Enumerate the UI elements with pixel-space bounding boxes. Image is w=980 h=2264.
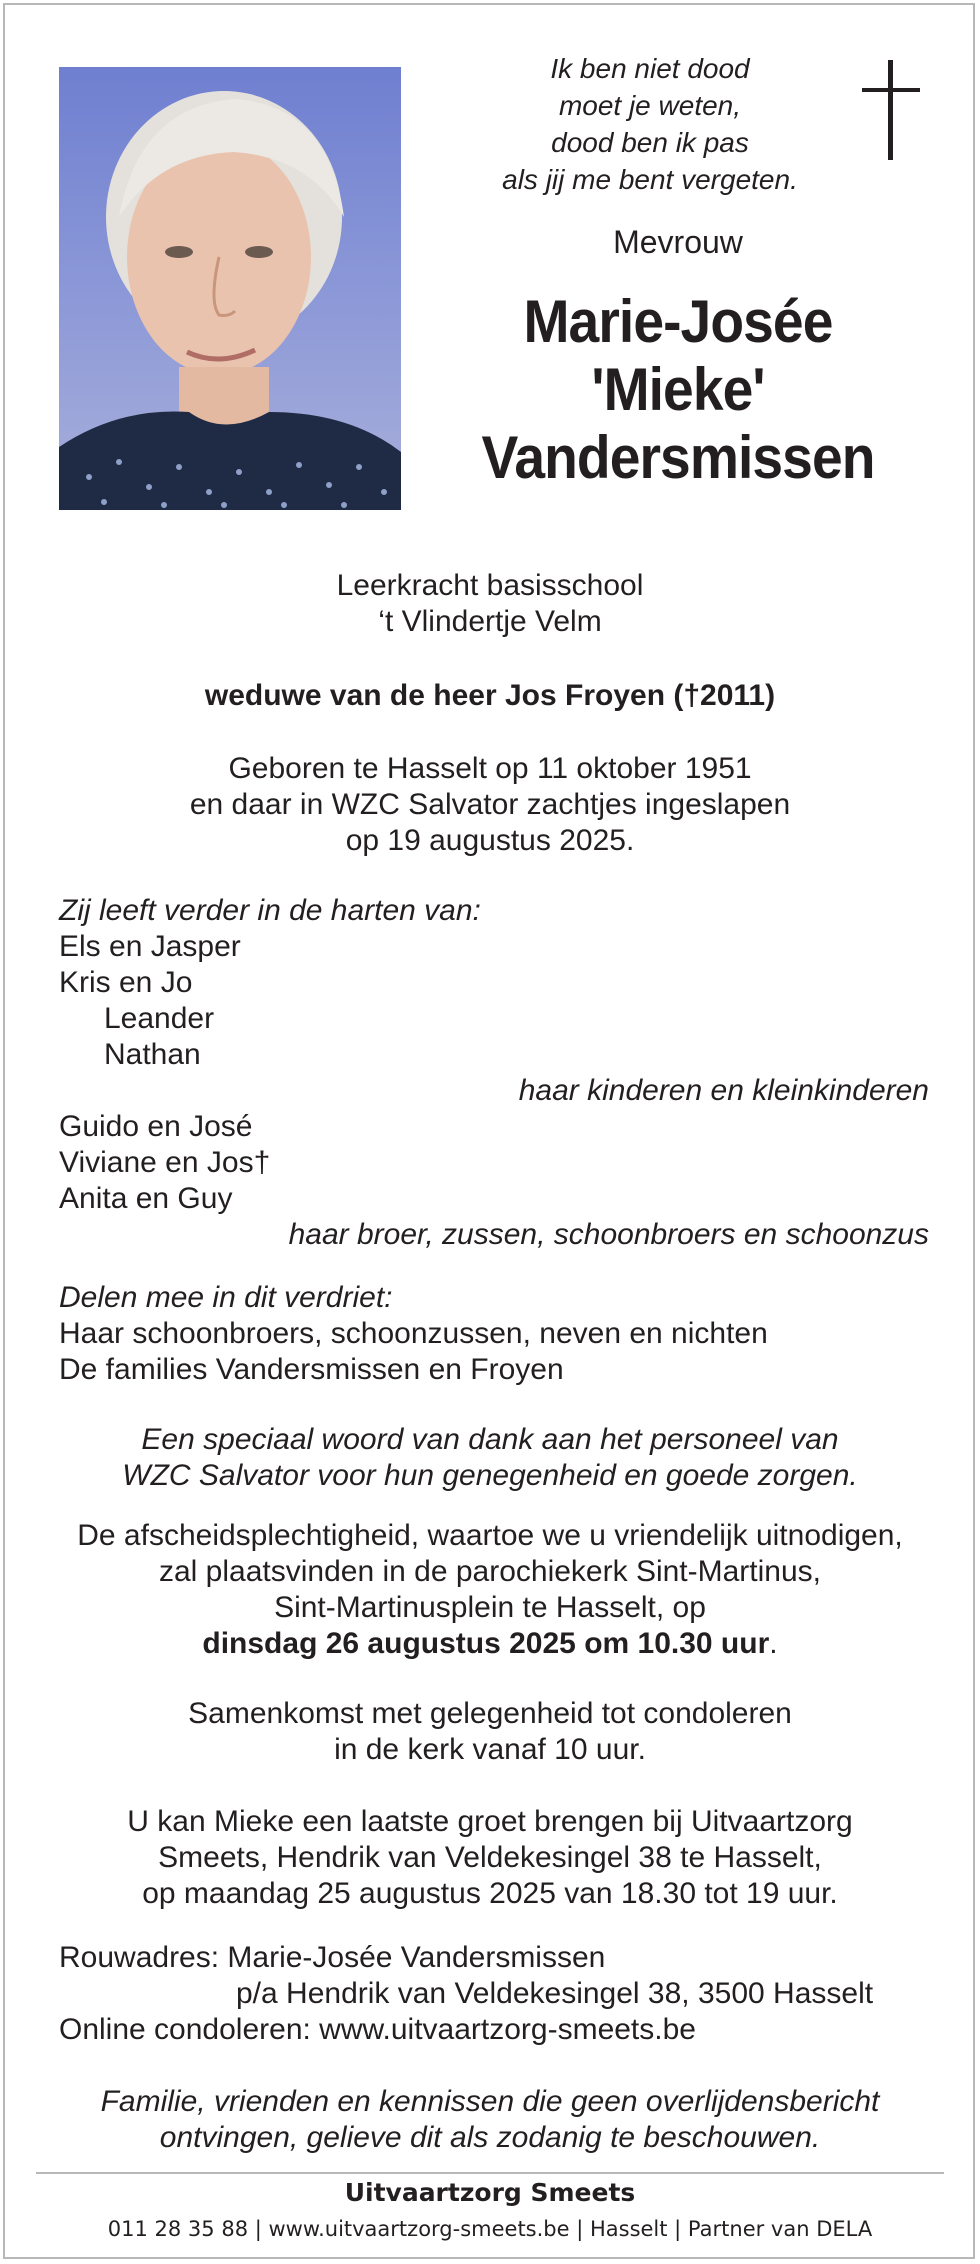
birth-death-line: en daar in WZC Salvator zachtjes ingeslapen xyxy=(189,788,791,821)
online-condolences: Online condoleren: www.uitvaartzorg-smeets.be xyxy=(59,2013,696,2046)
ceremony xyxy=(40,1518,940,1662)
thanks xyxy=(40,1422,940,1494)
child-name: Els en Jasper xyxy=(59,930,241,963)
portrait-photo xyxy=(59,67,401,510)
sharing-heading: Delen mee in dit verdriet: xyxy=(59,1281,393,1314)
sharing-line: Haar schoonbroers, schoonzussen, neven en nichten xyxy=(59,1317,768,1350)
cross-icon xyxy=(862,60,920,160)
poem-line: dood ben ik pas xyxy=(551,127,749,158)
viewing-line: U kan Mieke een laatste groet brengen bij Uitvaartzorg xyxy=(127,1805,853,1838)
ceremony-line: Sint-Martinusplein te Hasselt, op xyxy=(274,1591,706,1624)
honorific: Mevrouw xyxy=(613,224,743,260)
viewing-line: Smeets, Hendrik van Veldekesingel 38 te Hasselt, xyxy=(158,1841,822,1874)
ceremony-date: dinsdag 26 augustus 2025 om 10.30 uur xyxy=(202,1627,770,1660)
closing-line: Familie, vrienden en kennissen die geen overlijdensbericht xyxy=(100,2085,880,2118)
viewing-line: op maandag 25 augustus 2025 van 18.30 tot 19 uur. xyxy=(142,1877,838,1910)
grandchild-name: Nathan xyxy=(104,1038,201,1071)
funeral-company-details: 011 28 35 88 | www.uitvaartzorg-smeets.be | Hasselt | Partner van DELA xyxy=(107,2217,873,2241)
children-note: haar kinderen en kleinkinderen xyxy=(518,1074,929,1107)
birth-death xyxy=(40,751,940,859)
poem-line: Ik ben niet dood xyxy=(550,53,750,84)
birth-death-line: op 19 augustus 2025. xyxy=(345,824,635,857)
ceremony-line: De afscheidsplechtigheid, waartoe we u vriendelijk uitnodigen, xyxy=(77,1519,903,1552)
sharing xyxy=(59,1280,929,1388)
poem-line: moet je weten, xyxy=(558,90,742,121)
child-name: Kris en Jo xyxy=(59,966,193,999)
grandchild-name: Leander xyxy=(104,1002,215,1035)
name-line: 'Mieke' xyxy=(591,356,765,423)
gathering xyxy=(40,1696,940,1768)
address-line: Rouwadres: Marie-Josée Vandersmissen xyxy=(59,1941,606,1974)
deceased-name xyxy=(450,288,906,492)
thanks-line: WZC Salvator voor hun genegenheid en goede zorgen. xyxy=(122,1459,858,1492)
viewing xyxy=(40,1804,940,1912)
occupation xyxy=(20,568,960,640)
poem-line: als jij me bent vergeten. xyxy=(502,164,798,195)
occupation-line: Leerkracht basisschool xyxy=(336,569,644,602)
thanks-line: Een speciaal woord van dank aan het personeel van xyxy=(141,1423,839,1456)
gathering-line: Samenkomst met gelegenheid tot condoleren xyxy=(188,1697,792,1730)
ceremony-date-line xyxy=(40,1626,940,1662)
survivors xyxy=(59,893,929,1253)
footer-divider xyxy=(36,2172,944,2174)
widow-line: weduwe van de heer Jos Froyen (†2011) xyxy=(204,679,776,712)
sharing-line: De families Vandersmissen en Froyen xyxy=(59,1353,564,1386)
poem xyxy=(470,50,830,198)
birth-death-line: Geboren te Hasselt op 11 oktober 1951 xyxy=(228,752,752,785)
sibling-name: Anita en Guy xyxy=(59,1182,233,1215)
funeral-company: Uitvaartzorg Smeets xyxy=(344,2178,636,2207)
survivors-heading: Zij leeft verder in de harten van: xyxy=(59,894,481,927)
address xyxy=(59,1940,929,2048)
ceremony-date-suffix: . xyxy=(769,1627,778,1660)
name-line: Marie-Josée xyxy=(523,288,833,355)
name-line: Vandersmissen xyxy=(481,424,875,491)
sibling-name: Viviane en Jos† xyxy=(59,1146,271,1179)
ceremony-line: zal plaatsvinden in de parochiekerk Sint-Martinus, xyxy=(158,1555,821,1588)
address-line: p/a Hendrik van Veldekesingel 38, 3500 Hasselt xyxy=(236,1977,874,2010)
sibling-name: Guido en José xyxy=(59,1110,253,1143)
closing-line: ontvingen, gelieve dit als zodanig te beschouwen. xyxy=(159,2121,821,2154)
gathering-line: in de kerk vanaf 10 uur. xyxy=(334,1733,646,1766)
siblings-note: haar broer, zussen, schoonbroers en schoonzus xyxy=(288,1218,929,1251)
occupation-line: ‘t Vlindertje Velm xyxy=(378,605,602,638)
closing-note xyxy=(40,2084,940,2156)
